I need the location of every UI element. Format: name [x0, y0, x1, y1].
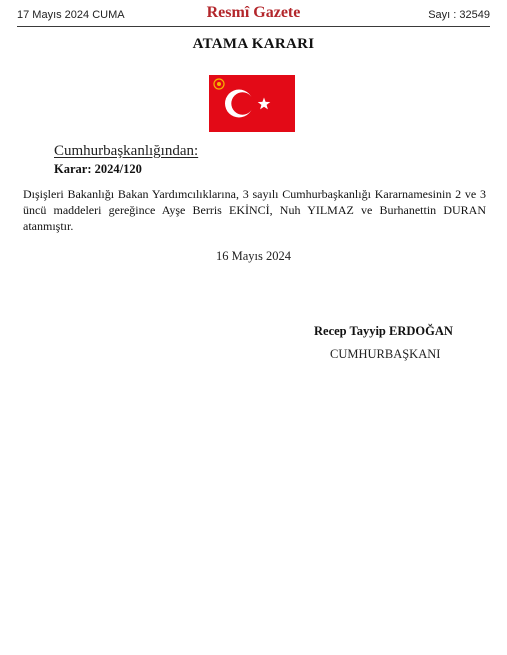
decision-number: Karar: 2024/120	[54, 162, 142, 176]
issue-number: Sayı : 32549	[428, 9, 490, 21]
decision-body: Dışişleri Bakanlığı Bakan Yardımcılıklarına, 3 sayılı Cumhurbaşkanlığı Kararnamesinin 2 ve 3 üncü maddeleri gereğince Ayşe Berris EKİNCİ, Nuh YILMAZ ve Burhanettin DURAN atanmıştır.	[23, 187, 486, 233]
flag-crescent-inner	[231, 92, 253, 114]
issuer-heading: Cumhurbaşkanlığından:	[54, 143, 199, 159]
turkish-flag-icon	[209, 75, 295, 132]
gazette-header	[17, 4, 490, 27]
gazette-title: Resmî Gazete	[206, 4, 301, 21]
signer-title: CUMHURBAŞKANI	[330, 347, 441, 361]
signature-date: 16 Mayıs 2024	[216, 249, 291, 263]
document-title: ATAMA KARARI	[192, 36, 315, 52]
header-date: 17 Mayıs 2024 CUMA	[17, 9, 125, 21]
signer-name: Recep Tayyip ERDOĞAN	[314, 324, 453, 338]
